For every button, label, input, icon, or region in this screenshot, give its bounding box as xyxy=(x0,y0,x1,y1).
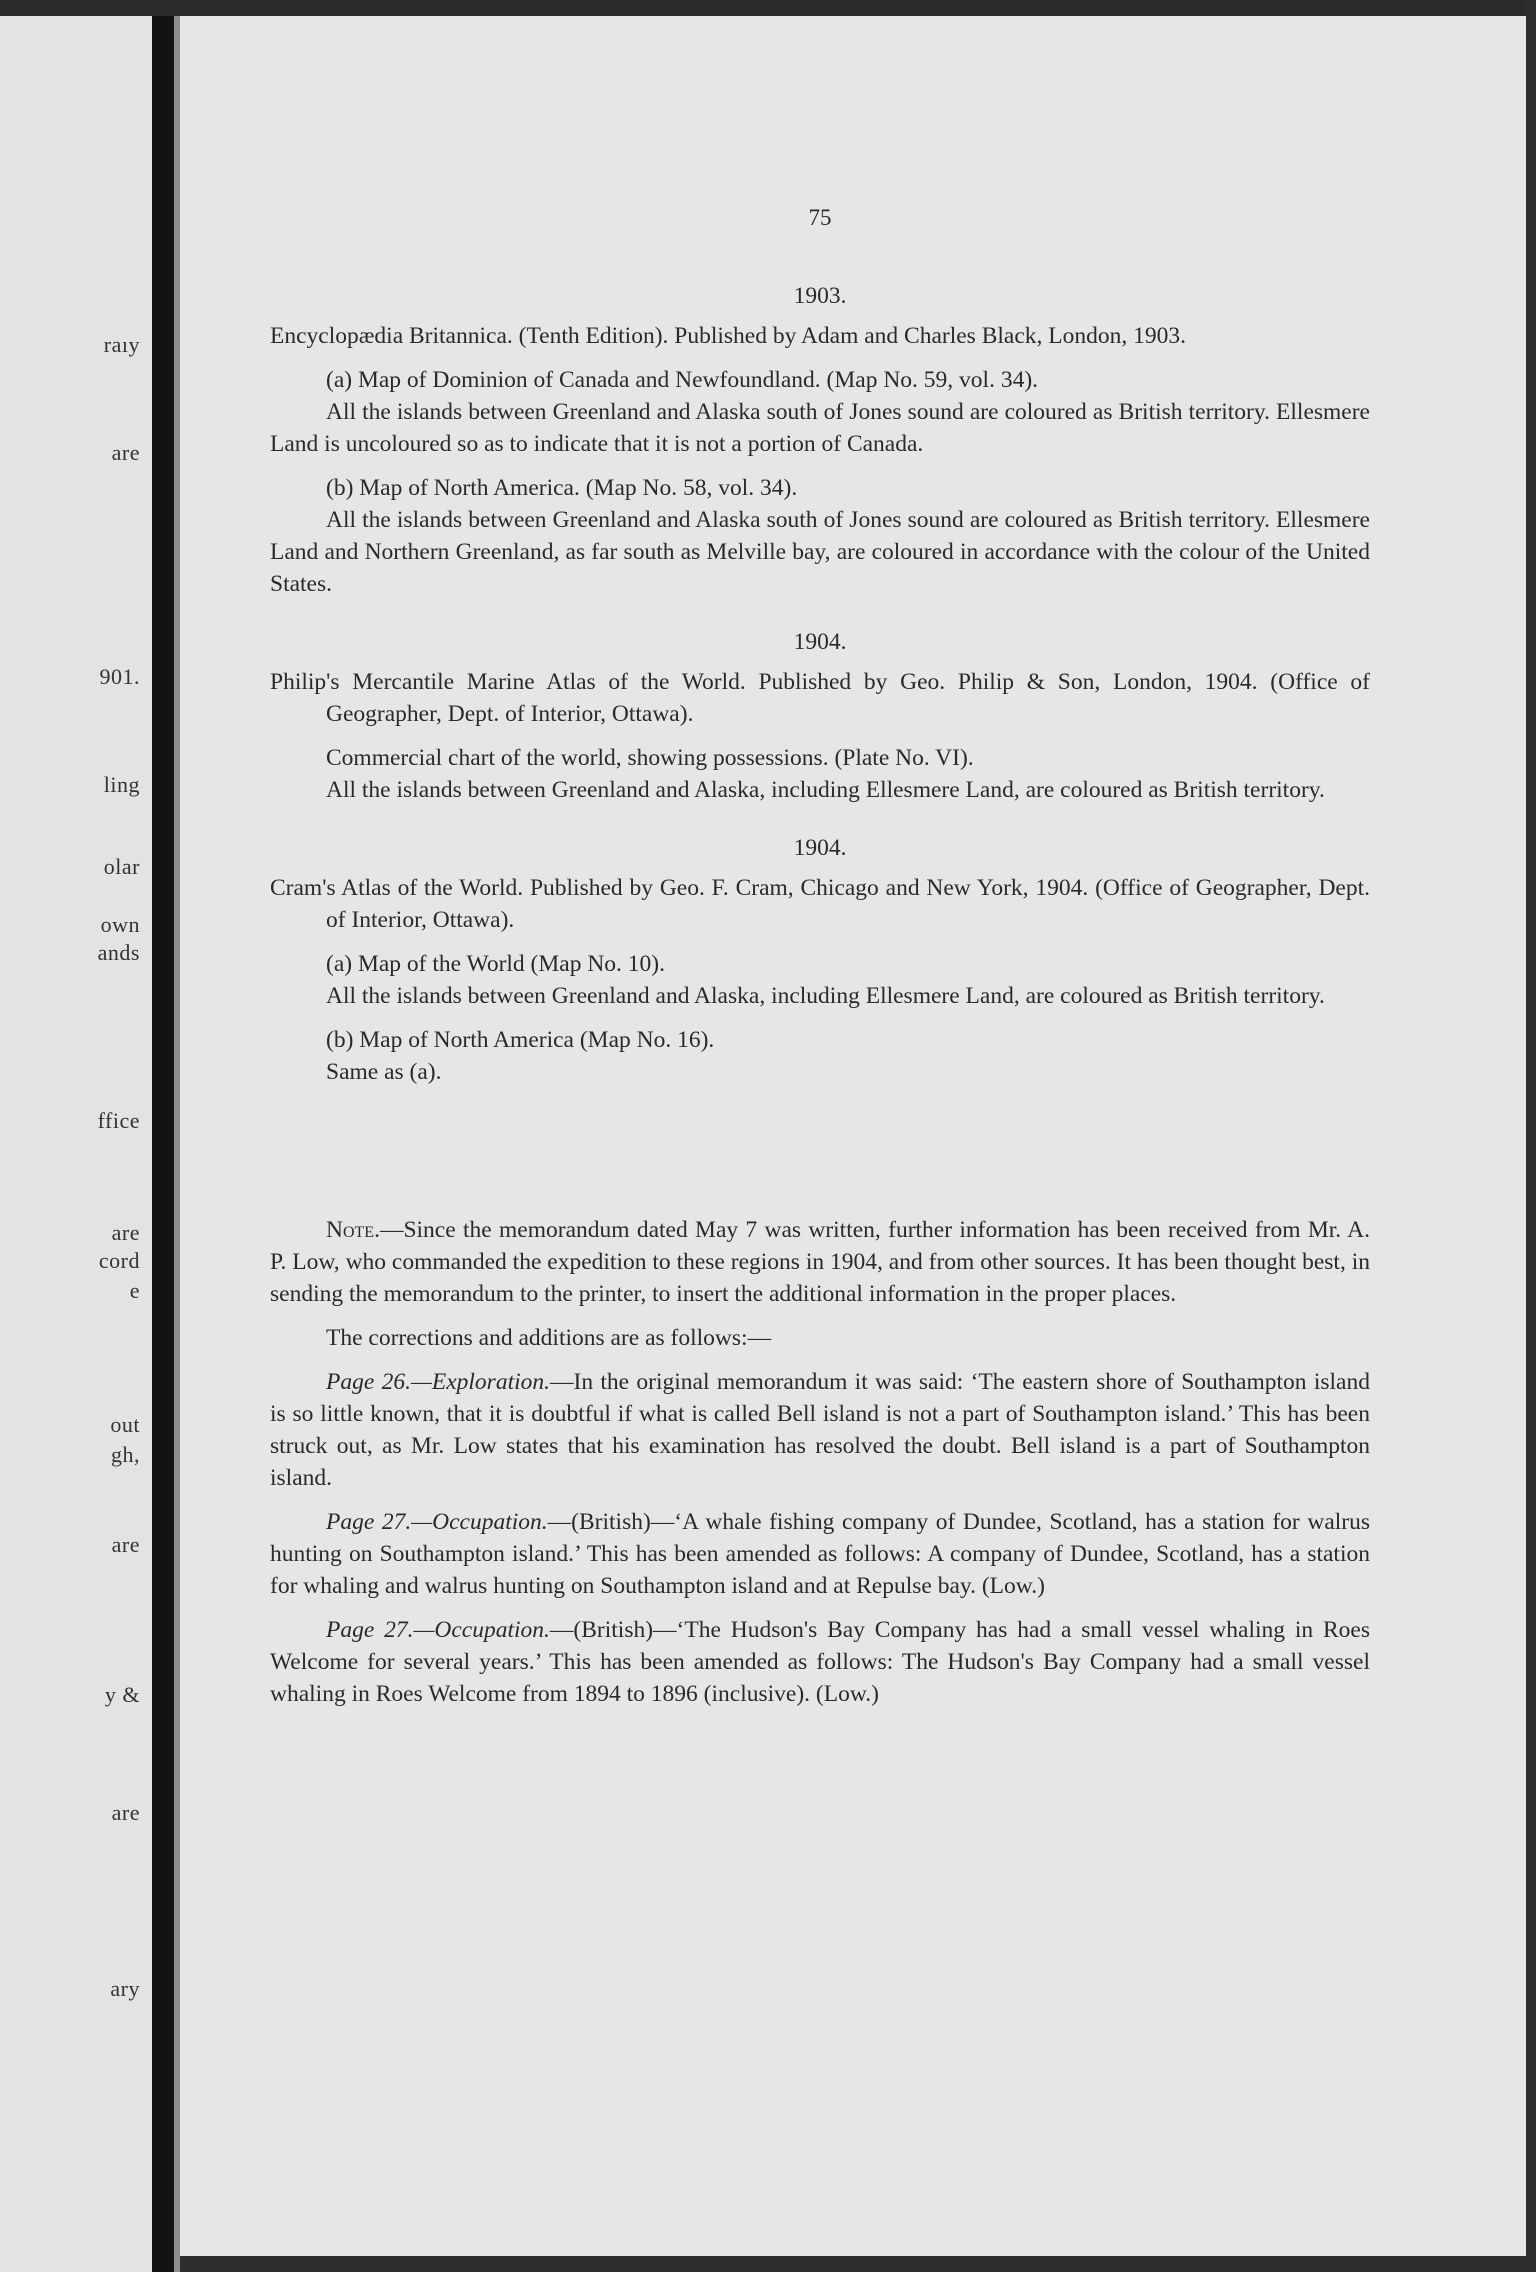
section-1904-philips xyxy=(270,626,1370,806)
note-label: Note. xyxy=(326,1217,380,1243)
scan-top-edge xyxy=(0,0,1536,16)
correction-reference: Page 27.—Occupation. xyxy=(326,1509,548,1535)
section-year: 1904. xyxy=(793,629,847,655)
facing-page-fragment: ary xyxy=(110,1976,140,2001)
correction-text: —(British)—‘A whale fishing company of Dundee, Scotland, has a station for walrus hunting on Southampton island.’ This has been amended as follows: A company of Dundee, Scotland, has a station for whaling and walrus hunting on Southampton island and at Repulse bay. (Low.) xyxy=(270,1509,1370,1599)
page-number: 75 xyxy=(808,205,832,230)
correction-reference: Page 27.—Occupation. xyxy=(326,1617,550,1643)
facing-page-fragment: ands xyxy=(97,940,140,965)
scan-bottom-edge xyxy=(180,2256,1526,2272)
facing-page-fragment: are xyxy=(111,1220,140,1245)
facing-page-fragment: gh, xyxy=(111,1442,140,1467)
map-heading: Commercial chart of the world, showing possessions. (Plate No. VI). xyxy=(326,745,974,771)
facing-page-fragment: y & xyxy=(104,1682,140,1707)
facing-page-fragment: ling xyxy=(103,772,140,797)
section-year: 1904. xyxy=(793,835,847,861)
page-content xyxy=(270,202,1370,1722)
correction-item xyxy=(270,1506,1370,1602)
facing-page-fragment: are xyxy=(111,1800,140,1825)
facing-page-fragment: olar xyxy=(103,854,140,879)
facing-page-fragment: are xyxy=(111,440,140,465)
correction-item xyxy=(270,1366,1370,1494)
bibliography-entry: Philip's Mercantile Marine Atlas of the World. Published by Geo. Philip & Son, London, 1904. (Office of Geographer, Dept. of Interior, Ottawa). xyxy=(270,669,1370,727)
map-heading: (b) Map of North America. (Map No. 58, vol. 34). xyxy=(326,475,798,501)
map-heading: (a) Map of the World (Map No. 10). xyxy=(326,951,665,977)
bibliography-entry: Encyclopædia Britannica. (Tenth Edition). Published by Adam and Charles Black, London, 1903. xyxy=(270,323,1186,349)
map-description: All the islands between Greenland and Alaska south of Jones sound are coloured as British territory. Ellesmere Land and Northern Greenland, as far south as Melville bay, are coloured in accordance with the colour of the United States. xyxy=(270,507,1370,597)
book-binding xyxy=(152,16,174,2272)
facing-page-fragment: are xyxy=(111,1532,140,1557)
facing-page-fragment: out xyxy=(110,1412,140,1437)
map-heading: (a) Map of Dominion of Canada and Newfoundland. (Map No. 59, vol. 34). xyxy=(326,367,1039,393)
section-1904-crams xyxy=(270,832,1370,1088)
section-year: 1903. xyxy=(793,283,847,309)
document-page xyxy=(180,16,1526,2256)
map-description: All the islands between Greenland and Alaska, including Ellesmere Land, are coloured as British territory. xyxy=(326,777,1325,803)
facing-page-fragment: e xyxy=(129,1278,140,1303)
map-description: Same as (a). xyxy=(326,1059,442,1085)
correction-reference: Page 26.—Exploration. xyxy=(326,1369,551,1395)
correction-text: —(British)—‘The Hudson's Bay Company has had a small vessel whaling in Roes Welcome for several years.’ This has been amended as follows: The Hudson's Bay Company had a small vessel whaling in Roes Welcome from 1894 to 1896 (inclusive). (Low.) xyxy=(270,1617,1370,1707)
corrections-intro: The corrections and additions are as follows:— xyxy=(326,1325,772,1351)
map-description: All the islands between Greenland and Alaska, including Ellesmere Land, are coloured as British territory. xyxy=(326,983,1325,1009)
facing-page-fragment: 901. xyxy=(99,664,140,689)
map-heading: (b) Map of North America (Map No. 16). xyxy=(326,1027,715,1053)
facing-page-fragment: cord xyxy=(98,1248,140,1273)
map-description: All the islands between Greenland and Alaska south of Jones sound are coloured as British territory. Ellesmere Land is uncoloured so as to indicate that it is not a portion of Canada. xyxy=(270,399,1370,457)
note-text: —Since the memorandum dated May 7 was written, further information has been received from Mr. A. P. Low, who commanded the expedition to these regions in 1904, and from other sources. It has been thought best, in sending the memorandum to the printer, to insert the additional information in the proper places. xyxy=(270,1217,1370,1307)
scan-right-edge xyxy=(1526,0,1536,2272)
facing-page-fragment: own xyxy=(100,912,140,937)
section-1903 xyxy=(270,280,1370,600)
facing-page-fragment: raıy xyxy=(103,332,140,357)
correction-item xyxy=(270,1614,1370,1710)
bibliography-entry: Cram's Atlas of the World. Published by Geo. F. Cram, Chicago and New York, 1904. (Office of Geographer, Dept. of Interior, Ottawa). xyxy=(270,875,1370,933)
facing-page-fragment: ffice xyxy=(97,1108,140,1133)
facing-page-edge xyxy=(0,16,152,2272)
note-paragraph xyxy=(270,1214,1370,1310)
correction-text: —In the original memorandum it was said: ‘The eastern shore of Southampton island is so little known, that it is doubtful if what is called Bell island is not a part of Southampton island.’ This has been struck out, as Mr. Low states that his examination has resolved the doubt. Bell island is a part of Southampton island. xyxy=(270,1369,1370,1491)
